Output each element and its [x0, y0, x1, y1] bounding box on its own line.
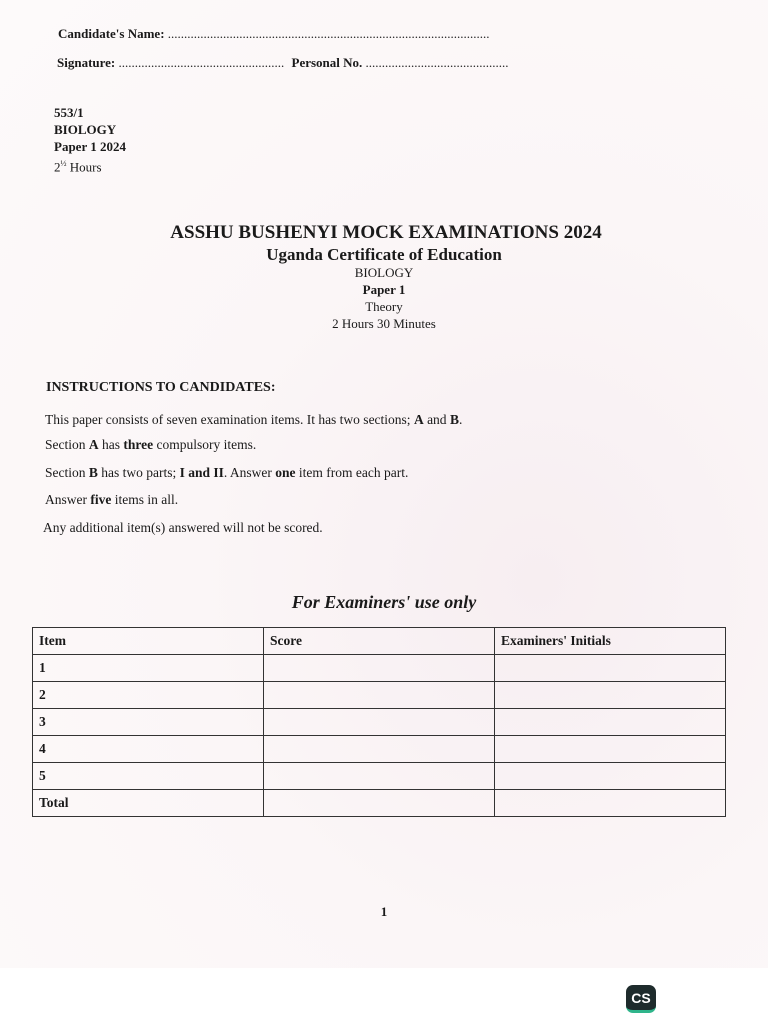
- signature-line: [57, 55, 509, 71]
- header-initials: Examiners' Initials: [495, 628, 726, 655]
- instruction-line-1: This paper consists of seven examination items. It has two sections; A and B.: [45, 412, 463, 427]
- paper-duration: $2^{\frac{1}{2}}$ Hours: [54, 159, 102, 175]
- paper-subject: BIOLOGY: [54, 122, 117, 137]
- personal-no-field: ............................................: [365, 55, 509, 70]
- paper-year: Paper 1 2024: [54, 139, 126, 154]
- signature-label: Signature:: [57, 55, 116, 70]
- page-number: 1: [380, 904, 388, 919]
- item-cell: 3: [33, 709, 264, 736]
- instruction-line-4: Answer five items in all.: [45, 492, 179, 507]
- certificate-title: Uganda Certificate of Education: [266, 245, 502, 264]
- candidate-name-field: ...................................................................................................: [167, 26, 490, 41]
- instruction-line-3: Section B has two parts; I and II. Answer one item from each part.: [45, 465, 409, 480]
- camscanner-logo-icon: CS: [626, 985, 656, 1013]
- personal-no-label: Personal No.: [291, 55, 363, 70]
- instructions-heading: INSTRUCTIONS TO CANDIDATES:: [46, 380, 276, 395]
- header-score: Score: [264, 628, 495, 655]
- examiners-table: [32, 627, 726, 817]
- paper-info: [54, 104, 126, 175]
- total-score-cell[interactable]: [264, 790, 495, 817]
- initials-cell[interactable]: [495, 736, 726, 763]
- table-row-total: [33, 790, 726, 817]
- table-row: [33, 763, 726, 790]
- paper-title: Paper 1: [362, 282, 406, 297]
- paper-duration-full: 2 Hours 30 Minutes: [332, 316, 436, 331]
- paper-code: 553/1: [54, 105, 84, 120]
- score-cell[interactable]: [264, 736, 495, 763]
- score-cell[interactable]: [264, 709, 495, 736]
- initials-cell[interactable]: [495, 655, 726, 682]
- total-initials-cell[interactable]: [495, 790, 726, 817]
- examiners-title: For Examiners' use only: [291, 592, 477, 612]
- paper-type: Theory: [365, 299, 403, 314]
- subject-title: BIOLOGY: [354, 265, 414, 280]
- initials-cell[interactable]: [495, 709, 726, 736]
- item-cell: 1: [33, 655, 264, 682]
- table-row: [33, 682, 726, 709]
- table-row: [33, 709, 726, 736]
- header-item: Item: [33, 628, 264, 655]
- table-row: [33, 736, 726, 763]
- score-cell[interactable]: [264, 763, 495, 790]
- score-cell[interactable]: [264, 682, 495, 709]
- table-row: [33, 655, 726, 682]
- candidate-name-label: Candidate's Name:: [58, 26, 165, 41]
- item-cell: 2: [33, 682, 264, 709]
- item-cell: 5: [33, 763, 264, 790]
- candidate-name-line: [58, 26, 490, 42]
- item-cell: 4: [33, 736, 264, 763]
- initials-cell[interactable]: [495, 682, 726, 709]
- initials-cell[interactable]: [495, 763, 726, 790]
- table-header-row: [33, 628, 726, 655]
- instruction-line-5: Any additional item(s) answered will not be scored.: [43, 520, 323, 535]
- instruction-line-2: Section A has three compulsory items.: [45, 437, 257, 452]
- exam-main-title: ASSHU BUSHENYI MOCK EXAMINATIONS 2024: [170, 222, 602, 243]
- signature-field: ...................................................: [118, 55, 285, 70]
- score-cell[interactable]: [264, 655, 495, 682]
- total-cell: Total: [33, 790, 264, 817]
